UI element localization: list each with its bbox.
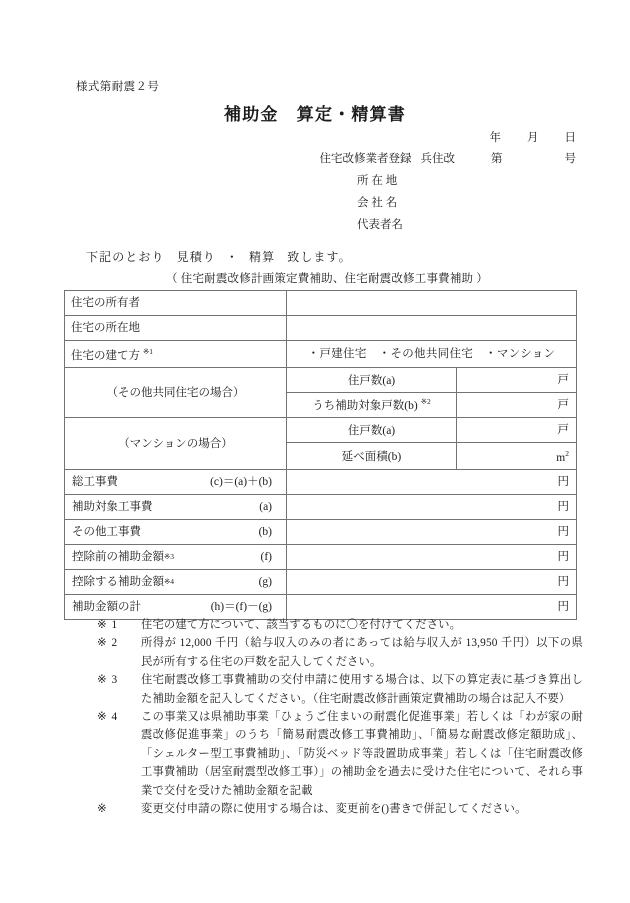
footnote-mark-number: 4 xyxy=(111,711,118,724)
before-deduction-label: 控除前の補助金額 xyxy=(72,550,164,563)
other-cost-code: (b) xyxy=(258,525,272,538)
mansion-units-a-label-cell xyxy=(287,417,457,442)
table-row-before-deduction xyxy=(65,544,577,569)
total-floor-area-unit-wrap xyxy=(457,443,576,469)
owner-value-cell[interactable] xyxy=(287,291,577,316)
footnote-marker xyxy=(97,708,141,726)
footnote-mark-symbol: ※ xyxy=(97,711,107,724)
before-deduction-label-cell xyxy=(65,544,287,569)
building-type-note-marker: ※1 xyxy=(143,347,154,356)
deduction-value-cell[interactable] xyxy=(287,569,577,594)
footnote-item xyxy=(97,708,583,800)
subsidy-units-b-value-cell[interactable] xyxy=(457,392,577,417)
mansion-case-label-cell xyxy=(65,417,287,469)
total-cost-code: (c)＝(a)＋(b) xyxy=(210,475,272,488)
registrant-number-suffix: 号 xyxy=(564,153,576,165)
subsidy-units-b-label-cell xyxy=(287,392,457,417)
table-row-deduction xyxy=(65,569,577,594)
total-subsidy-label: 補助金額の計 xyxy=(72,600,141,613)
apartment-case-label: （その他共同住宅の場合） xyxy=(106,387,245,400)
total-floor-area-label-cell xyxy=(287,442,457,469)
subsidy-target-cost-label-cell xyxy=(65,494,287,519)
total-subsidy-label-wrap xyxy=(65,596,286,618)
total-cost-unit: 円 xyxy=(557,475,569,488)
apartment-units-a-unit: 戸 xyxy=(557,373,569,386)
footnote-mark-symbol: ※ xyxy=(97,803,107,816)
apartment-case-label-cell xyxy=(65,367,287,417)
table-row-building-type xyxy=(65,341,577,368)
subsidy-units-b-label-wrap xyxy=(287,397,456,413)
footnote-text: この事業又は県補助事業「ひょうご住まいの耐震化促進事業」若しくは「わが家の耐震改修促進事業」のうち「簡易耐震改修工事費補助」、「簡易な耐震改修定額助成」、「シェルター型工事費補助」、「防災ベッド等設置助成事業」若しくは「住宅耐震改修工事費補助（居室耐震型改修工事）」の補助金を過去に受けた住宅について、それら事業で交付を受けた補助金額を記載 xyxy=(141,711,583,797)
deduction-label-cell xyxy=(65,569,287,594)
total-subsidy-code: (h)＝(f)－(g) xyxy=(210,600,272,613)
registrant-line xyxy=(320,150,577,166)
registrant-prefix: 兵住改 xyxy=(420,153,455,165)
footnote-text: 住宅耐震改修工事費補助の交付申請に使用する場合は、以下の算定表に基づき算出した補助金額を記入してください。（住宅耐震改修計画策定費補助の場合は記入不要） xyxy=(141,674,583,705)
total-floor-area-label: 延べ面積(b) xyxy=(341,450,402,463)
option-detached[interactable]: ・戸建住宅 xyxy=(307,347,367,360)
table-row-mansion-units-a xyxy=(65,417,577,442)
intro-settlement: 精算 xyxy=(249,250,276,264)
table-row-apartment-units-a xyxy=(65,367,577,392)
total-floor-area-unit-exponent: 2 xyxy=(565,448,569,458)
total-subsidy-unit: 円 xyxy=(557,600,569,613)
footnote-item xyxy=(97,616,583,634)
option-mansion[interactable]: ・マンション xyxy=(485,347,556,360)
apartment-units-a-label: 住戸数(a) xyxy=(347,374,396,387)
subsidy-target-cost-value-cell[interactable] xyxy=(287,494,577,519)
total-cost-label-wrap xyxy=(65,471,286,493)
table-row-subsidy-target-cost xyxy=(65,494,577,519)
building-type-options-cell[interactable] xyxy=(287,341,577,368)
subsidy-target-cost-unit: 円 xyxy=(557,500,569,513)
other-cost-label-cell xyxy=(65,519,287,544)
address-label: 所 在 地 xyxy=(357,175,398,187)
total-floor-area-value-cell[interactable] xyxy=(457,442,577,469)
footnote-text: 住宅の建て方について、該当するものに〇を付けてください。 xyxy=(141,619,462,631)
table-row-location xyxy=(65,316,577,341)
mansion-units-a-value-cell[interactable] xyxy=(457,417,577,442)
intro-closing: 致します。 xyxy=(287,250,352,264)
form-code: 様式第耐震２号 xyxy=(76,81,160,93)
date-day-label: 日 xyxy=(564,132,576,144)
other-cost-label: その他工事費 xyxy=(72,525,141,538)
other-cost-value-cell[interactable] xyxy=(287,519,577,544)
subsidy-units-b-note-marker: ※2 xyxy=(420,397,431,406)
subtitle: （ 住宅耐震改修計画策定費補助、住宅耐震改修工事費補助 ） xyxy=(165,273,489,285)
location-value-cell[interactable] xyxy=(287,316,577,341)
registrant-number-label: 第 xyxy=(491,153,503,165)
mansion-units-a-label: 住戸数(a) xyxy=(347,424,396,437)
mansion-units-a-unit: 戸 xyxy=(557,423,569,436)
location-label-cell xyxy=(65,316,287,341)
total-floor-area-unit: m xyxy=(556,451,566,464)
total-cost-value-cell[interactable] xyxy=(287,469,577,494)
other-cost-unit: 円 xyxy=(557,525,569,538)
subsidy-target-cost-code: (a) xyxy=(259,500,272,513)
intro-line xyxy=(86,248,352,265)
footnotes xyxy=(97,616,583,818)
building-type-options xyxy=(287,343,576,365)
subsidy-units-b-unit: 戸 xyxy=(557,398,569,411)
before-deduction-value-cell[interactable] xyxy=(287,544,577,569)
total-cost-label-cell xyxy=(65,469,287,494)
footnote-mark-symbol: ※ xyxy=(97,674,107,687)
intro-estimate: 見積り xyxy=(176,250,216,264)
before-deduction-label-wrap xyxy=(65,546,286,568)
subsidy-units-b-label: うち補助対象戸数(b) xyxy=(312,399,418,412)
before-deduction-note-marker: ※3 xyxy=(164,551,175,561)
footnote-marker xyxy=(97,800,141,818)
footnote-mark-number: 1 xyxy=(111,619,118,631)
other-cost-label-wrap xyxy=(65,521,286,543)
subsidy-target-cost-label-wrap xyxy=(65,496,286,518)
table-row-other-cost xyxy=(65,519,577,544)
footnote-item xyxy=(97,634,583,671)
deduction-note-marker: ※4 xyxy=(164,576,175,586)
subsidy-target-cost-label: 補助対象工事費 xyxy=(72,500,153,513)
apartment-units-a-label-cell xyxy=(287,367,457,392)
footnote-mark-number: 3 xyxy=(111,674,118,687)
date-month-label: 月 xyxy=(527,132,539,144)
deduction-code: (g) xyxy=(258,575,272,588)
footnote-mark-symbol: ※ xyxy=(97,619,107,631)
company-label: 会 社 名 xyxy=(357,197,398,209)
owner-label: 住宅の所有者 xyxy=(71,297,140,309)
building-type-label-wrap xyxy=(65,341,286,367)
deduction-label: 控除する補助金額 xyxy=(72,575,164,588)
owner-label-cell xyxy=(65,291,287,316)
date-line xyxy=(490,129,577,145)
intro-separator: ・ xyxy=(225,250,240,264)
deduction-unit: 円 xyxy=(557,575,569,588)
registrant-label: 住宅改修業者登録 xyxy=(319,153,412,165)
table-row-total-cost xyxy=(65,469,577,494)
location-label: 住宅の所在地 xyxy=(71,322,140,334)
footnote-text: 変更交付申請の際に使用する場合は、変更前を()書きで併記してください。 xyxy=(141,803,527,816)
page-title: 補助金 算定・精算書 xyxy=(224,105,406,124)
mansion-case-label: （マンションの場合） xyxy=(118,438,233,451)
footnote-mark-number: 2 xyxy=(111,637,118,650)
representative-label: 代表者名 xyxy=(357,219,403,231)
option-other-apartment[interactable]: ・その他共同住宅 xyxy=(378,347,474,360)
before-deduction-code: (f) xyxy=(260,550,272,563)
deduction-label-wrap xyxy=(65,571,286,593)
building-type-label-cell xyxy=(65,341,287,368)
footnote-marker xyxy=(97,671,141,689)
intro-lead: 下記のとおり xyxy=(86,250,165,264)
total-cost-label: 総工事費 xyxy=(72,475,118,488)
subsidy-form-table xyxy=(64,290,577,620)
date-year-label: 年 xyxy=(489,132,501,144)
footnote-item xyxy=(97,800,583,818)
footnote-marker xyxy=(97,634,141,652)
before-deduction-unit: 円 xyxy=(557,550,569,563)
apartment-units-a-value-cell[interactable] xyxy=(457,367,577,392)
footnote-item xyxy=(97,671,583,708)
footnote-text: 所得が 12,000 千円（給与収入のみの者にあっては給与収入が 13,950 千円）以下の県民が所有する住宅の戸数を記入してください。 xyxy=(141,637,583,668)
footnote-marker xyxy=(97,616,141,634)
table-row-owner xyxy=(65,291,577,316)
footnote-mark-symbol: ※ xyxy=(97,637,107,650)
building-type-label: 住宅の建て方 xyxy=(71,349,140,362)
